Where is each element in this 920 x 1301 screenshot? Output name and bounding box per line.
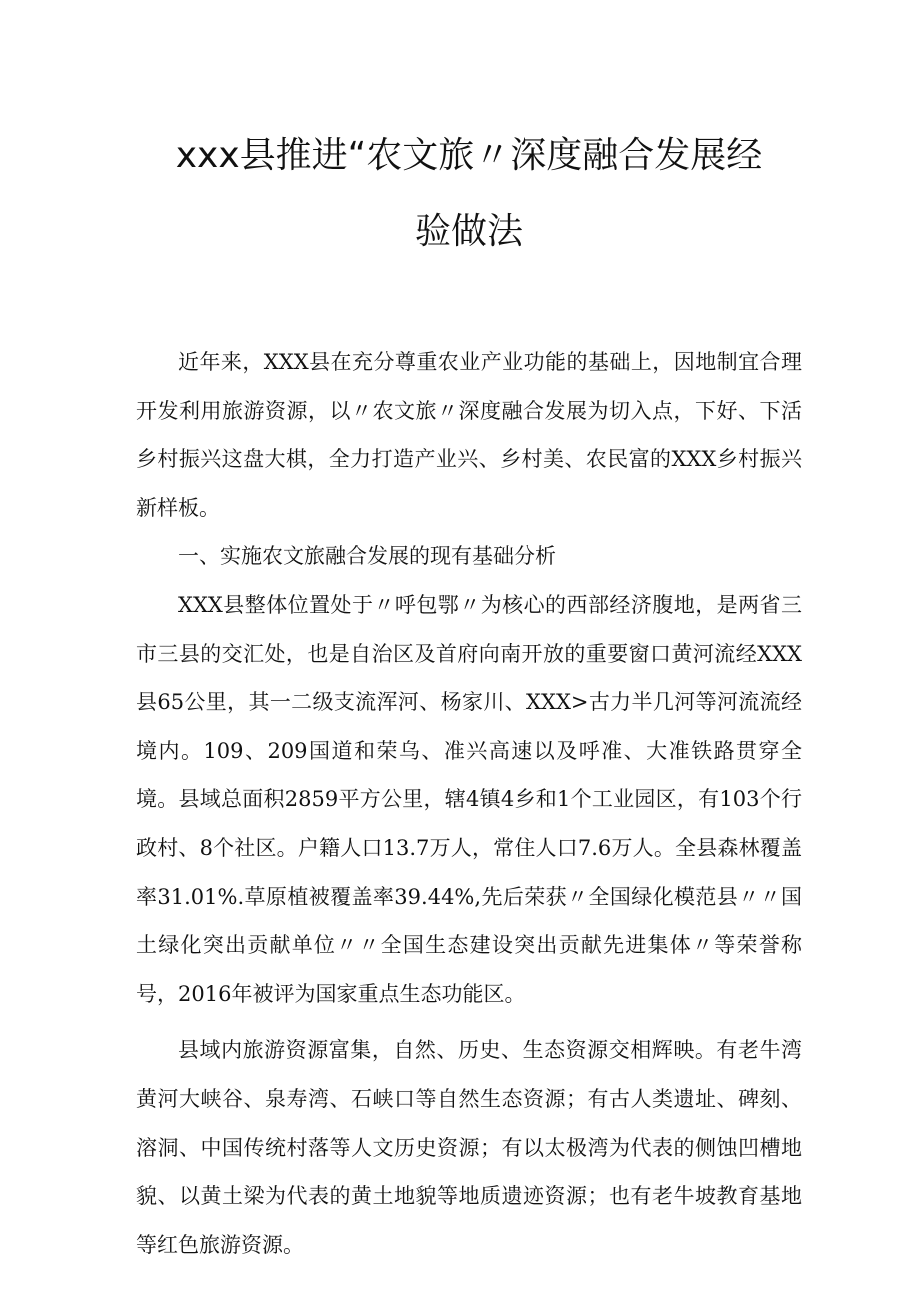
section-heading: 一、实施农文旅融合发展的现有基础分析	[178, 544, 556, 569]
title-line-2: 验做法	[414, 211, 523, 252]
title-line-1: xxx县推进“农文旅〃深度融合发展经	[175, 135, 763, 176]
document-title	[136, 118, 802, 270]
intro-paragraph: 近年来，XXX县在充分尊重农业产业功能的基础上，因地制宜合理开发利用旅游资源，以〃农文旅〃深度融合发展为切入点，下好、下活乡村振兴这盘大棋，全力打造产业兴、乡村美、农民富的XXX乡村振兴新样板。	[136, 350, 802, 520]
basis-paragraph: XXX县整体位置处于〃呼包鄂〃为核心的西部经济腹地，是两省三市三县的交汇处，也是自治区及首府向南开放的重要窗口黄河流经XXX县65公里，其一二级支流浑河、杨家川、XXX>古力半几河等河流流经境内。109、209国道和荣乌、准兴高速以及呼准、大准铁路贯穿全境。县域总面积2859平方公里，辖4镇4乡和1个工业园区，有103个行政村、8个社区。户籍人口13.7万人，常住人口7.6万人。全县森林覆盖率31.01%.草原植被覆盖率39.44%,先后荣获〃全国绿化模范县〃〃国土绿化突出贡献单位〃〃全国生态建设突出贡献先进集体〃等荣誉称号，2016年被评为国家重点生态功能区。	[136, 592, 802, 1006]
document-body	[136, 338, 802, 1269]
tourism-resources-paragraph: 县域内旅游资源富集，自然、历史、生态资源交相辉映。有老牛湾黄河大峡谷、泉寿湾、石峡口等自然生态资源；有古人类遗址、碑刻、溶洞、中国传统村落等人文历史资源；有以太极湾为代表的侧蚀凹槽地貌、以黄土梁为代表的黄土地貌等地质遗迹资源；也有老牛坡教育基地等红色旅游资源。	[136, 1038, 802, 1257]
